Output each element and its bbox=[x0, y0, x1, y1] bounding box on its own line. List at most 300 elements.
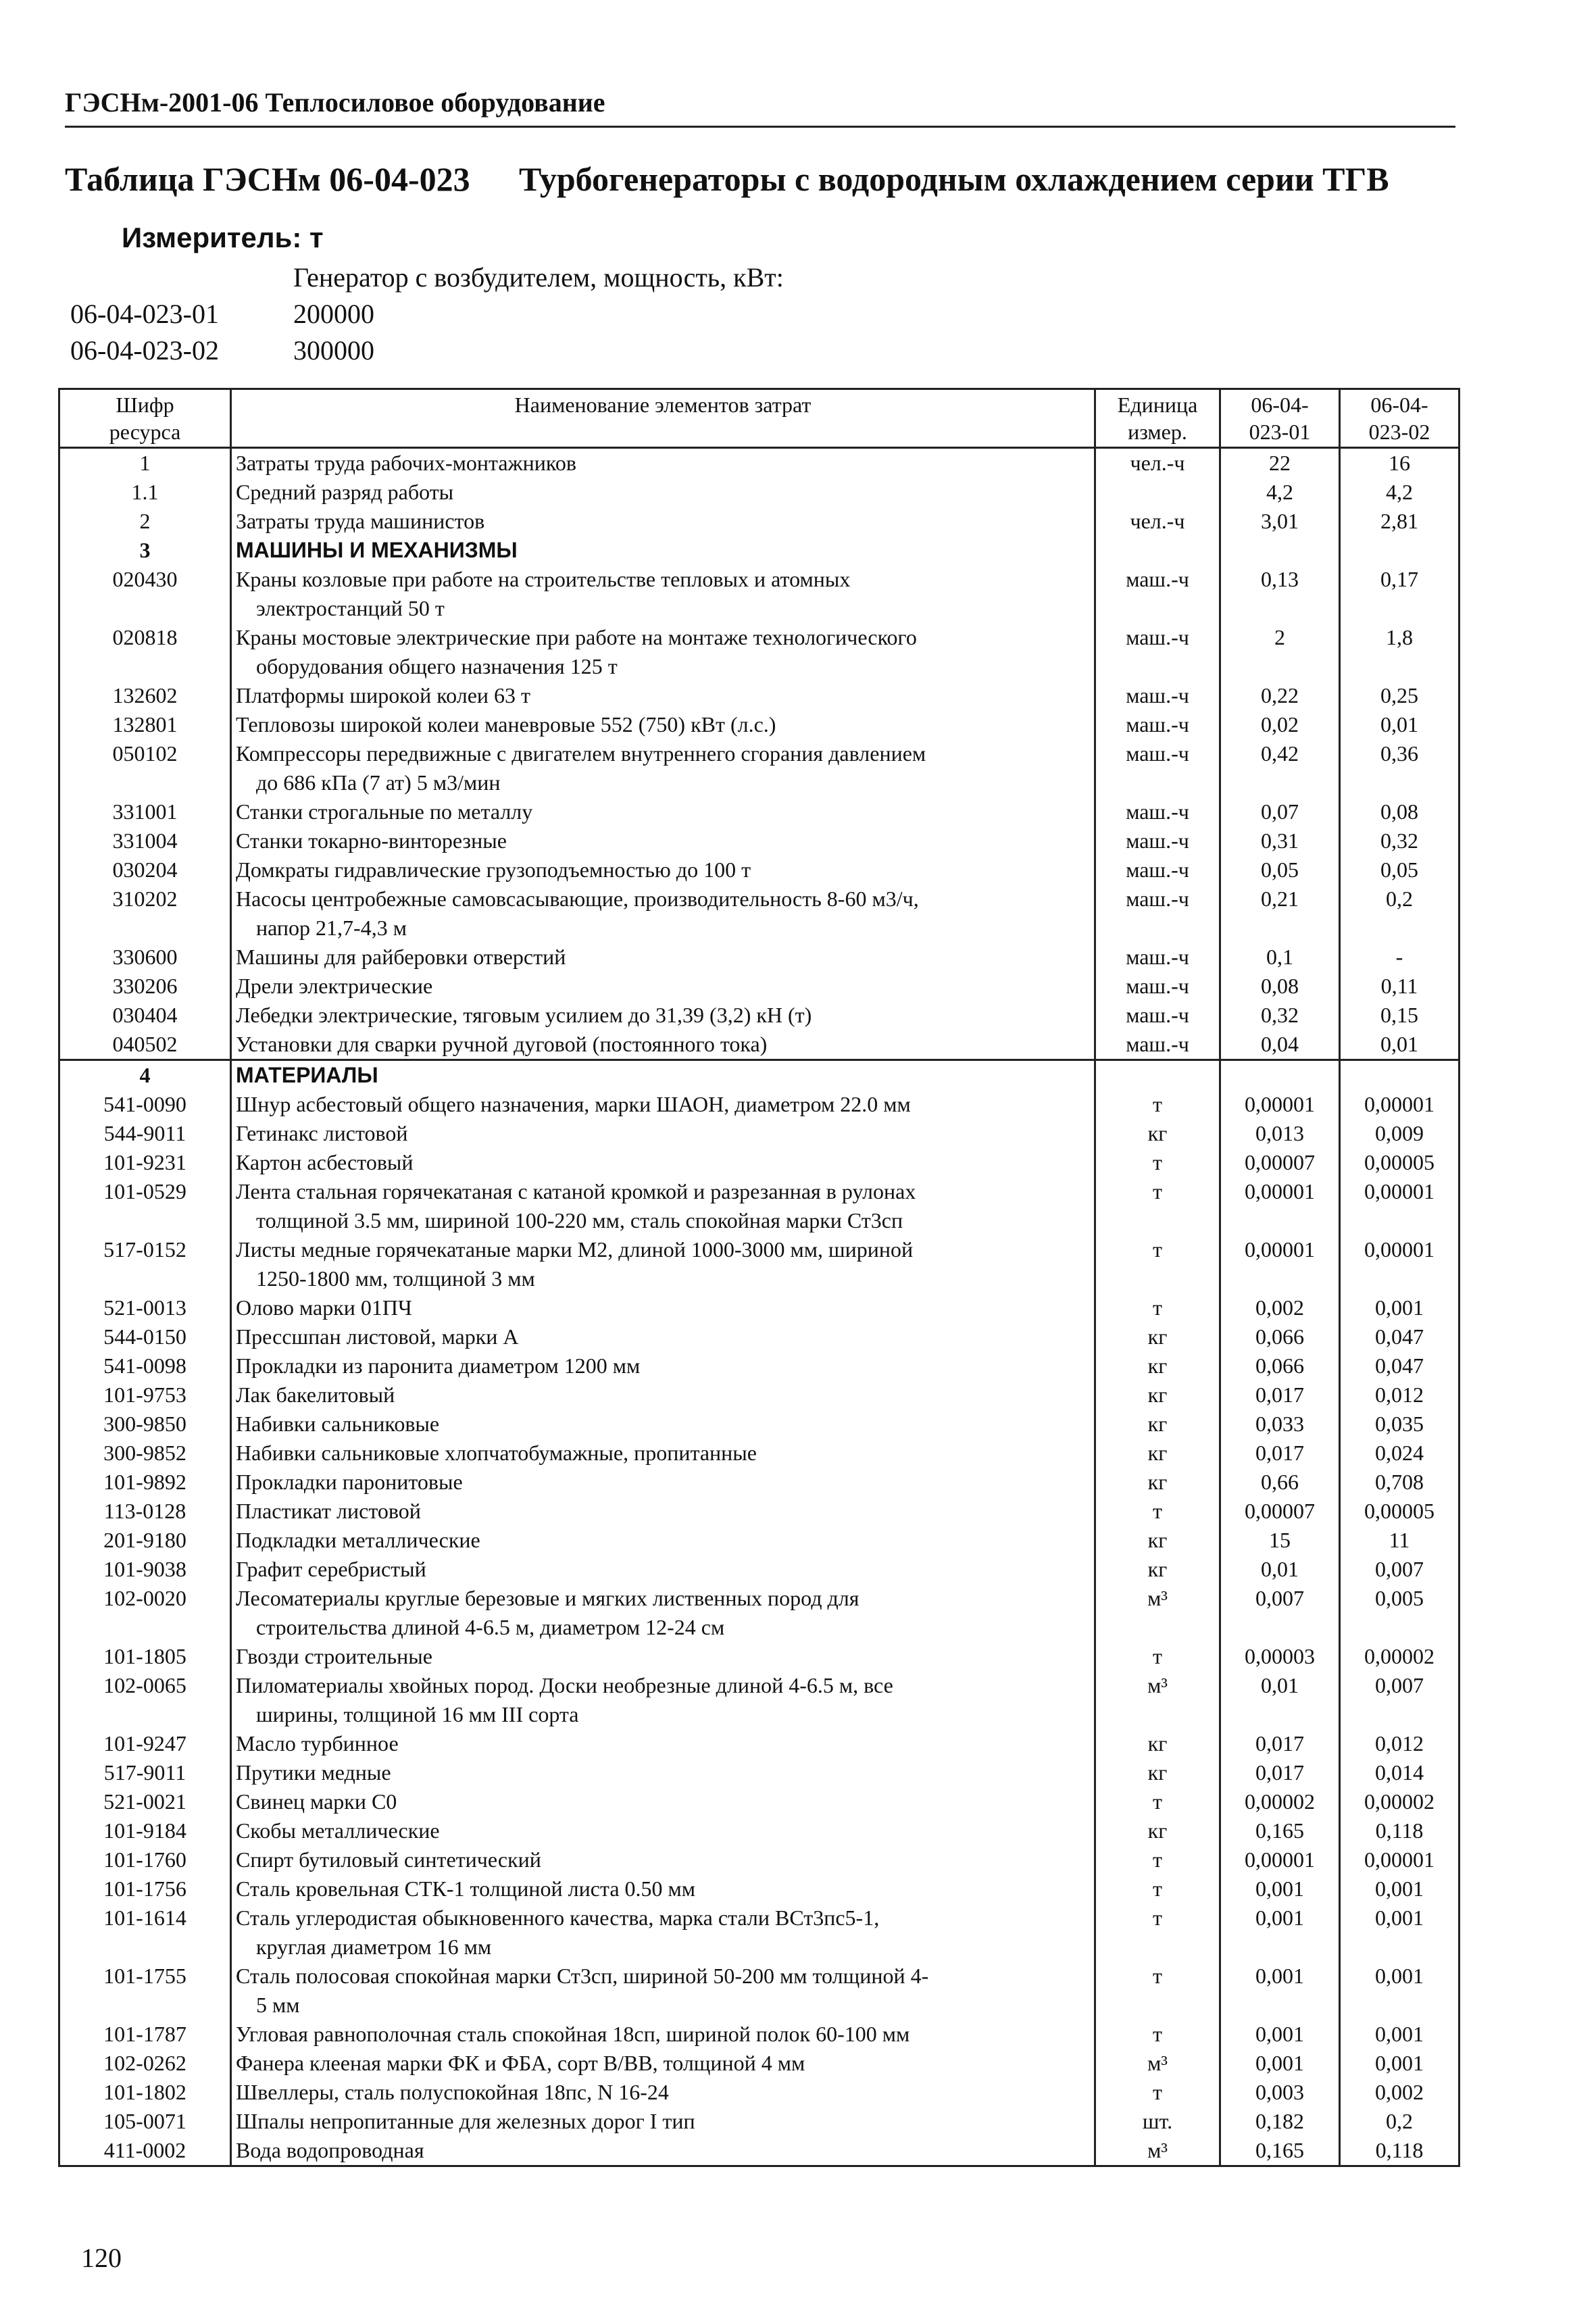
table-header-row bbox=[59, 389, 1460, 448]
row-code: 310202 bbox=[112, 887, 178, 911]
row-code: 201-9180 bbox=[103, 1528, 186, 1552]
row-value-col1: 0,31 bbox=[1220, 826, 1340, 855]
row-value-col2: 0,11 bbox=[1340, 972, 1460, 1001]
row-name bbox=[231, 507, 1095, 536]
row-code: 544-0150 bbox=[103, 1324, 186, 1349]
row-name bbox=[231, 1816, 1095, 1845]
row-code: 102-0020 bbox=[103, 1586, 186, 1610]
table-row bbox=[59, 1555, 1460, 1584]
row-value-col2: 0,002 bbox=[1340, 2078, 1460, 2107]
row-unit: маш.-ч bbox=[1095, 565, 1220, 623]
row-name-text: Набивки сальниковые хлопчатобумажные, пропитанные bbox=[236, 1441, 757, 1465]
row-value-col1: 4,2 bbox=[1220, 478, 1340, 507]
row-value-col1: 0,00007 bbox=[1220, 1497, 1340, 1526]
row-value-col2: 0,118 bbox=[1340, 2136, 1460, 2166]
table-row bbox=[59, 623, 1460, 681]
row-value-col2: 0,00005 bbox=[1340, 1148, 1460, 1177]
row-code: 113-0128 bbox=[103, 1499, 186, 1523]
row-unit: т bbox=[1095, 1293, 1220, 1322]
row-value-col1: 0,01 bbox=[1220, 1555, 1340, 1584]
row-name bbox=[231, 1410, 1095, 1439]
row-code: 132602 bbox=[112, 683, 178, 707]
row-name-text: Лента стальная горячекатаная с катаной кромкой и разрезанная в рулонах bbox=[236, 1179, 916, 1203]
section-row bbox=[59, 1060, 1460, 1091]
row-code: 020430 bbox=[112, 567, 178, 591]
table-row bbox=[59, 1642, 1460, 1671]
row-value-col1: 0,013 bbox=[1220, 1119, 1340, 1148]
row-name-text: Дрели электрические bbox=[236, 974, 433, 998]
row-code: 101-9892 bbox=[103, 1470, 186, 1494]
row-value-col1: 22 bbox=[1220, 448, 1340, 478]
header-col1-line1: 06-04- bbox=[1251, 393, 1309, 417]
row-value-col2: 0,009 bbox=[1340, 1119, 1460, 1148]
row-value-col2: 0,001 bbox=[1340, 1962, 1460, 2020]
table-row bbox=[59, 2107, 1460, 2136]
row-code: 101-1760 bbox=[103, 1847, 186, 1872]
row-name bbox=[231, 1758, 1095, 1787]
header-name: Наименование элементов затрат bbox=[231, 389, 1095, 448]
row-code: 300-9850 bbox=[103, 1412, 186, 1436]
row-name bbox=[231, 1584, 1095, 1642]
table-row bbox=[59, 1322, 1460, 1351]
row-name-text: Краны мостовые электрические при работе на монтаже технологического bbox=[236, 625, 917, 649]
row-value-col1: 0,21 bbox=[1220, 885, 1340, 943]
row-name-text: Гвозди строительные bbox=[236, 1644, 432, 1668]
table-row bbox=[59, 1235, 1460, 1293]
row-name-text: Лак бакелитовый bbox=[236, 1383, 395, 1407]
row-value-col1: 0,001 bbox=[1220, 2020, 1340, 2049]
row-name-text: МАШИНЫ И МЕХАНИЗМЫ bbox=[236, 538, 518, 562]
row-code: 132801 bbox=[112, 712, 178, 737]
row-value-col1 bbox=[1220, 536, 1340, 565]
row-value-col2: 0,17 bbox=[1340, 565, 1460, 623]
table-row bbox=[59, 1090, 1460, 1119]
row-value-col2: 2,81 bbox=[1340, 507, 1460, 536]
row-name bbox=[231, 1322, 1095, 1351]
row-name bbox=[231, 1874, 1095, 1903]
row-code: 101-1755 bbox=[103, 1964, 186, 1988]
table-title-code: Таблица ГЭСНм 06-04-023 bbox=[65, 160, 470, 198]
header-col2 bbox=[1340, 389, 1460, 448]
row-value-col1: 0,007 bbox=[1220, 1584, 1340, 1642]
row-name-text: Вода водопроводная bbox=[236, 2138, 424, 2162]
row-value-col1: 0,13 bbox=[1220, 565, 1340, 623]
row-name bbox=[231, 1845, 1095, 1874]
row-unit: чел.-ч bbox=[1095, 507, 1220, 536]
row-code: 101-1614 bbox=[103, 1906, 186, 1930]
row-value-col1: 0,02 bbox=[1220, 710, 1340, 739]
row-value-col2: 0,00001 bbox=[1340, 1090, 1460, 1119]
row-value-col1: 0,1 bbox=[1220, 943, 1340, 972]
row-name bbox=[231, 1787, 1095, 1816]
table-row bbox=[59, 1119, 1460, 1148]
row-unit: шт. bbox=[1095, 2107, 1220, 2136]
row-code: 541-0090 bbox=[103, 1092, 186, 1116]
row-name-text: Прокладки из паронита диаметром 1200 мм bbox=[236, 1353, 641, 1378]
row-name-text: Свинец марки С0 bbox=[236, 1789, 397, 1814]
header-code-line2: ресурса bbox=[109, 420, 181, 444]
row-unit: маш.-ч bbox=[1095, 1001, 1220, 1030]
row-value-col2: 0,001 bbox=[1340, 1903, 1460, 1962]
row-name bbox=[231, 2078, 1095, 2107]
variant-value: 200000 bbox=[293, 299, 374, 329]
row-value-col2: 0,00002 bbox=[1340, 1642, 1460, 1671]
table-row bbox=[59, 1526, 1460, 1555]
row-value-col1: 0,001 bbox=[1220, 2049, 1340, 2078]
table-row bbox=[59, 1410, 1460, 1439]
row-name-text: Олово марки 01ПЧ bbox=[236, 1295, 412, 1320]
row-name-continuation: ширины, толщиной 16 мм III сорта bbox=[256, 1702, 579, 1726]
row-unit: т bbox=[1095, 1642, 1220, 1671]
table-row bbox=[59, 1468, 1460, 1497]
row-value-col2: 0,00001 bbox=[1340, 1845, 1460, 1874]
row-name bbox=[231, 2136, 1095, 2166]
row-name-text: Прессшпан листовой, марки А bbox=[236, 1324, 519, 1349]
row-name-text: Домкраты гидравлические грузоподъемностью до 100 т bbox=[236, 857, 751, 882]
variant-row bbox=[70, 332, 784, 369]
table-row bbox=[59, 2020, 1460, 2049]
measure-unit: т bbox=[309, 222, 324, 253]
row-name-text: Затраты труда машинистов bbox=[236, 509, 485, 533]
row-unit: маш.-ч bbox=[1095, 710, 1220, 739]
row-code: 101-9231 bbox=[103, 1150, 186, 1174]
table-row bbox=[59, 1787, 1460, 1816]
table-row bbox=[59, 1729, 1460, 1758]
row-name bbox=[231, 1148, 1095, 1177]
measure-line bbox=[122, 222, 324, 254]
row-name bbox=[231, 739, 1095, 797]
row-code: 102-0262 bbox=[103, 2051, 186, 2075]
row-value-col1: 0,165 bbox=[1220, 2136, 1340, 2166]
row-unit: т bbox=[1095, 1874, 1220, 1903]
row-name-text: Спирт бутиловый синтетический bbox=[236, 1847, 541, 1872]
row-code: 521-0021 bbox=[103, 1789, 186, 1814]
row-value-col1: 0,017 bbox=[1220, 1439, 1340, 1468]
row-value-col1: 0,033 bbox=[1220, 1410, 1340, 1439]
row-value-col2: 11 bbox=[1340, 1526, 1460, 1555]
table-row bbox=[59, 797, 1460, 826]
row-value-col1: 2 bbox=[1220, 623, 1340, 681]
row-value-col1: 0,001 bbox=[1220, 1962, 1340, 2020]
row-code: 105-0071 bbox=[103, 2109, 186, 2133]
row-value-col2: 0,001 bbox=[1340, 2049, 1460, 2078]
row-unit: кг bbox=[1095, 1555, 1220, 1584]
table-row bbox=[59, 1497, 1460, 1526]
row-unit bbox=[1095, 1060, 1220, 1091]
row-unit: т bbox=[1095, 1497, 1220, 1526]
row-value-col1: 0,00002 bbox=[1220, 1787, 1340, 1816]
header-unit-line1: Единица bbox=[1117, 393, 1198, 417]
variant-row bbox=[70, 296, 784, 332]
header-col1-line2: 023-01 bbox=[1249, 420, 1311, 444]
row-value-col2: 0,01 bbox=[1340, 1030, 1460, 1060]
table-row bbox=[59, 2049, 1460, 2078]
resource-table bbox=[58, 388, 1460, 2167]
row-name-text: Фанера клееная марки ФК и ФБА, сорт В/ВВ, толщиной 4 мм bbox=[236, 2051, 805, 2075]
row-code: 544-9011 bbox=[103, 1121, 186, 1145]
row-value-col2: 0,007 bbox=[1340, 1555, 1460, 1584]
row-name-text: Шнур асбестовый общего назначения, марки ШАОН, диаметром 22.0 мм bbox=[236, 1092, 911, 1116]
row-unit: кг bbox=[1095, 1816, 1220, 1845]
table-row bbox=[59, 972, 1460, 1001]
running-header: ГЭСНм-2001-06 Теплосиловое оборудование bbox=[65, 87, 605, 118]
row-code: 101-1787 bbox=[103, 2022, 186, 2046]
row-value-col2: 0,035 bbox=[1340, 1410, 1460, 1439]
row-unit: кг bbox=[1095, 1380, 1220, 1410]
row-name-text: Набивки сальниковые bbox=[236, 1412, 440, 1436]
measure-label: Измеритель: bbox=[122, 222, 302, 253]
row-code: 101-9038 bbox=[103, 1557, 186, 1581]
table-row bbox=[59, 739, 1460, 797]
row-value-col1: 0,001 bbox=[1220, 1874, 1340, 1903]
row-name-text: Затраты труда рабочих-монтажников bbox=[236, 451, 576, 475]
row-unit: маш.-ч bbox=[1095, 1030, 1220, 1060]
row-name bbox=[231, 478, 1095, 507]
row-name bbox=[231, 826, 1095, 855]
row-value-col1: 0,066 bbox=[1220, 1322, 1340, 1351]
row-name-text: Скобы металлические bbox=[236, 1818, 440, 1843]
row-code: 331004 bbox=[112, 828, 178, 853]
variants-block bbox=[70, 259, 784, 369]
row-name bbox=[231, 1293, 1095, 1322]
row-value-col2: 0,001 bbox=[1340, 1874, 1460, 1903]
row-code: 102-0065 bbox=[103, 1673, 186, 1697]
row-name-text: Сталь углеродистая обыкновенного качества, марка стали ВСт3пс5-1, bbox=[236, 1906, 880, 1930]
row-name bbox=[231, 1119, 1095, 1148]
row-unit: чел.-ч bbox=[1095, 448, 1220, 478]
row-name bbox=[231, 797, 1095, 826]
header-code bbox=[59, 389, 231, 448]
row-value-col2: 0,08 bbox=[1340, 797, 1460, 826]
row-value-col2: 16 bbox=[1340, 448, 1460, 478]
row-code: 101-0529 bbox=[103, 1179, 186, 1203]
row-name bbox=[231, 1903, 1095, 1962]
table-row bbox=[59, 1671, 1460, 1729]
table-row bbox=[59, 1874, 1460, 1903]
table-row bbox=[59, 565, 1460, 623]
row-value-col2: 0,05 bbox=[1340, 855, 1460, 885]
row-value-col1: 0,42 bbox=[1220, 739, 1340, 797]
row-name-text: Тепловозы широкой колеи маневровые 552 (750) кВт (л.с.) bbox=[236, 712, 776, 737]
row-value-col1: 0,66 bbox=[1220, 1468, 1340, 1497]
row-value-col2: 0,00002 bbox=[1340, 1787, 1460, 1816]
row-name-text: Сталь полосовая спокойная марки Ст3сп, шириной 50-200 мм толщиной 4- bbox=[236, 1964, 929, 1988]
row-unit: т bbox=[1095, 1177, 1220, 1235]
row-value-col2 bbox=[1340, 1060, 1460, 1091]
row-code: 330206 bbox=[112, 974, 178, 998]
row-value-col2: 0,047 bbox=[1340, 1322, 1460, 1351]
row-unit: кг bbox=[1095, 1439, 1220, 1468]
row-unit: маш.-ч bbox=[1095, 885, 1220, 943]
table-row bbox=[59, 2078, 1460, 2107]
table-body bbox=[59, 448, 1460, 2166]
row-name bbox=[231, 1671, 1095, 1729]
row-name bbox=[231, 623, 1095, 681]
row-name-text: Краны козловые при работе на строительстве тепловых и атомных bbox=[236, 567, 851, 591]
row-code: 101-9247 bbox=[103, 1731, 186, 1756]
header-col2-line2: 023-02 bbox=[1368, 420, 1430, 444]
row-name bbox=[231, 1439, 1095, 1468]
table-row bbox=[59, 885, 1460, 943]
row-unit: т bbox=[1095, 2078, 1220, 2107]
row-name-text: Шпалы непропитанные для железных дорог I тип bbox=[236, 2109, 695, 2133]
table-row bbox=[59, 1903, 1460, 1962]
row-unit: маш.-ч bbox=[1095, 739, 1220, 797]
row-name-text: Пластикат листовой bbox=[236, 1499, 421, 1523]
row-name-continuation: толщиной 3.5 мм, шириной 100-220 мм, сталь спокойная марки Ст3сп bbox=[256, 1208, 903, 1233]
row-code: 330600 bbox=[112, 945, 178, 969]
row-unit: м³ bbox=[1095, 1584, 1220, 1642]
row-name-continuation: круглая диаметром 16 мм bbox=[256, 1935, 492, 1959]
row-name-continuation: электростанций 50 т bbox=[256, 596, 445, 620]
row-value-col1: 0,05 bbox=[1220, 855, 1340, 885]
table-row bbox=[59, 826, 1460, 855]
table-title-name: Турбогенераторы с водородным охлаждением серии ТГВ bbox=[519, 160, 1389, 198]
row-code: 541-0098 bbox=[103, 1353, 186, 1378]
row-name bbox=[231, 1380, 1095, 1410]
row-name-text: Графит серебристый bbox=[236, 1557, 426, 1581]
row-name-continuation: строительства длиной 4-6.5 м, диаметром 12-24 см bbox=[256, 1615, 725, 1639]
table-row bbox=[59, 1148, 1460, 1177]
row-value-col1: 15 bbox=[1220, 1526, 1340, 1555]
row-value-col2: 0,005 bbox=[1340, 1584, 1460, 1642]
row-value-col1: 0,017 bbox=[1220, 1758, 1340, 1787]
row-code: 3 bbox=[139, 538, 151, 562]
row-value-col2: 0,024 bbox=[1340, 1439, 1460, 1468]
row-value-col2: 0,15 bbox=[1340, 1001, 1460, 1030]
row-name bbox=[231, 1090, 1095, 1119]
row-code: 1.1 bbox=[131, 480, 159, 504]
row-value-col1: 0,00007 bbox=[1220, 1148, 1340, 1177]
row-name bbox=[231, 1497, 1095, 1526]
row-name bbox=[231, 710, 1095, 739]
table-row bbox=[59, 1380, 1460, 1410]
row-name bbox=[231, 681, 1095, 710]
row-value-col2: 0,708 bbox=[1340, 1468, 1460, 1497]
row-code: 517-9011 bbox=[103, 1760, 186, 1785]
table-row bbox=[59, 1962, 1460, 2020]
row-value-col2: 1,8 bbox=[1340, 623, 1460, 681]
row-value-col1: 0,002 bbox=[1220, 1293, 1340, 1322]
row-name-text: Сталь кровельная СТК-1 толщиной листа 0.50 мм bbox=[236, 1876, 696, 1901]
row-name-continuation: 5 мм bbox=[256, 1993, 300, 2017]
table-row bbox=[59, 1584, 1460, 1642]
row-value-col1: 0,04 bbox=[1220, 1030, 1340, 1060]
row-code: 030404 bbox=[112, 1003, 178, 1027]
table-row bbox=[59, 2136, 1460, 2166]
row-name bbox=[231, 1177, 1095, 1235]
row-name bbox=[231, 943, 1095, 972]
row-value-col2: 0,00001 bbox=[1340, 1235, 1460, 1293]
table-title bbox=[65, 159, 1389, 199]
row-unit: т bbox=[1095, 1845, 1220, 1874]
row-name bbox=[231, 885, 1095, 943]
row-unit: маш.-ч bbox=[1095, 681, 1220, 710]
row-value-col2: 0,00005 bbox=[1340, 1497, 1460, 1526]
row-value-col2: 0,118 bbox=[1340, 1816, 1460, 1845]
table-row bbox=[59, 1439, 1460, 1468]
row-unit: т bbox=[1095, 1903, 1220, 1962]
row-unit: т bbox=[1095, 1962, 1220, 2020]
row-name-continuation: напор 21,7-4,3 м bbox=[256, 916, 407, 940]
row-value-col1: 0,22 bbox=[1220, 681, 1340, 710]
row-name-text: Средний разряд работы bbox=[236, 480, 454, 504]
row-code: 030204 bbox=[112, 857, 178, 882]
row-code: 040502 bbox=[59, 1030, 231, 1060]
table-row bbox=[59, 943, 1460, 972]
table-row bbox=[59, 1030, 1460, 1060]
row-name-text: Установки для сварки ручной дуговой (постоянного тока) bbox=[236, 1032, 768, 1056]
row-unit: кг bbox=[1095, 1729, 1220, 1758]
header-col1 bbox=[1220, 389, 1340, 448]
table-row bbox=[59, 1351, 1460, 1380]
row-name-text: Лесоматериалы круглые березовые и мягких лиственных пород для bbox=[236, 1586, 859, 1610]
row-code: 101-9184 bbox=[103, 1818, 186, 1843]
row-name-text: Машины для райберовки отверстий bbox=[236, 945, 566, 969]
row-value-col1: 0,00001 bbox=[1220, 1090, 1340, 1119]
row-unit: кг bbox=[1095, 1322, 1220, 1351]
row-value-col1: 0,00001 bbox=[1220, 1845, 1340, 1874]
row-name bbox=[231, 855, 1095, 885]
row-name-continuation: 1250-1800 мм, толщиной 3 мм bbox=[256, 1266, 535, 1291]
variant-code: 06-04-023-01 bbox=[70, 299, 219, 329]
row-unit: т bbox=[1095, 2020, 1220, 2049]
row-unit: т bbox=[1095, 1090, 1220, 1119]
row-name-text: Картон асбестовый bbox=[236, 1150, 414, 1174]
table-row bbox=[59, 478, 1460, 507]
row-value-col1: 0,00001 bbox=[1220, 1177, 1340, 1235]
row-name bbox=[231, 1235, 1095, 1293]
row-unit: маш.-ч bbox=[1095, 943, 1220, 972]
row-name bbox=[231, 2107, 1095, 2136]
row-name bbox=[231, 1729, 1095, 1758]
table-row bbox=[59, 855, 1460, 885]
row-value-col2: 0,014 bbox=[1340, 1758, 1460, 1787]
row-value-col1: 0,017 bbox=[1220, 1380, 1340, 1410]
row-value-col2: 0,012 bbox=[1340, 1380, 1460, 1410]
row-value-col2: 0,36 bbox=[1340, 739, 1460, 797]
row-unit: маш.-ч bbox=[1095, 623, 1220, 681]
row-value-col1: 0,01 bbox=[1220, 1671, 1340, 1729]
row-unit bbox=[1095, 478, 1220, 507]
table-row bbox=[59, 710, 1460, 739]
row-value-col1: 0,00001 bbox=[1220, 1235, 1340, 1293]
row-code: 050102 bbox=[112, 741, 178, 766]
row-code: 300-9852 bbox=[103, 1441, 186, 1465]
row-name-text: Лебедки электрические, тяговым усилием до 31,39 (3,2) кН (т) bbox=[236, 1003, 812, 1027]
row-unit: кг bbox=[1095, 1119, 1220, 1148]
row-code: 101-1805 bbox=[103, 1644, 186, 1668]
row-name-text: Прутики медные bbox=[236, 1760, 391, 1785]
row-value-col1: 0,001 bbox=[1220, 1903, 1340, 1962]
table-row bbox=[59, 1177, 1460, 1235]
row-name-text: Масло турбинное bbox=[236, 1731, 399, 1756]
row-value-col2: 0,32 bbox=[1340, 826, 1460, 855]
row-unit: маш.-ч bbox=[1095, 972, 1220, 1001]
row-value-col2 bbox=[1340, 536, 1460, 565]
row-value-col1: 0,066 bbox=[1220, 1351, 1340, 1380]
row-value-col1: 3,01 bbox=[1220, 507, 1340, 536]
row-name bbox=[231, 1642, 1095, 1671]
row-name-text: Листы медные горячекатаные марки М2, длиной 1000-3000 мм, шириной bbox=[236, 1237, 914, 1262]
row-name-continuation: оборудования общего назначения 125 т bbox=[256, 654, 618, 678]
row-value-col2: 0,047 bbox=[1340, 1351, 1460, 1380]
row-unit: м³ bbox=[1095, 1671, 1220, 1729]
row-value-col2: 0,2 bbox=[1340, 2107, 1460, 2136]
table-row bbox=[59, 681, 1460, 710]
row-value-col2: 0,00001 bbox=[1340, 1177, 1460, 1235]
row-name-text: Угловая равнополочная сталь спокойная 18сп, шириной полок 60-100 мм bbox=[236, 2022, 910, 2046]
